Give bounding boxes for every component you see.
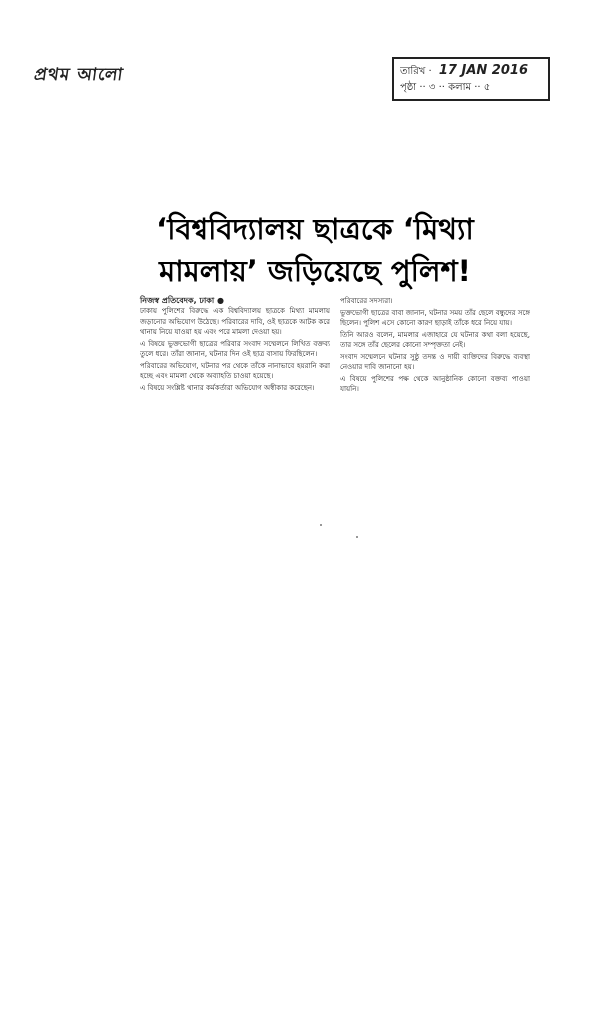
scan-speck: [320, 524, 322, 526]
right-paragraph: তিনি আরও বলেন, মামলার এজাহারে যে ঘটনার কথা বলা হয়েছে, তার সঙ্গে তাঁর ছেলের কোনো সম্পৃক্ততা নেই।: [340, 330, 530, 349]
left-paragraph: পরিবারের অভিযোগ, ঘটনার পর থেকে তাঁকে নানাভাবে হয়রানি করা হচ্ছে এবং মামলা থেকে অব্যাহতি চাওয়া হয়েছে।: [140, 361, 330, 380]
stamp-date-label: তারিখ: [400, 66, 426, 77]
headline-line-1: ‘বিশ্ববিদ্যালয় ছাত্রকে ‘মিথ্যা: [156, 212, 474, 246]
stamp-date-row: তারিখ · 17 JAN 2016: [400, 63, 528, 78]
newspaper-masthead: প্রথম আলো: [32, 65, 125, 85]
left-paragraph: এ বিষয়ে সংশ্লিষ্ট থানার কর্মকর্তারা অভিযোগ অস্বীকার করেছেন।: [140, 383, 315, 392]
left-paragraph: এ বিষয়ে ভুক্তভোগী ছাত্রের পরিবার সংবাদ সম্মেলনে লিখিত বক্তব্য তুলে ধরে। তাঁরা জানান, ঘটনার দিন ওই ছাত্র বাসায় ফিরছিলেন।: [140, 339, 330, 358]
right-paragraph: পরিবারের সদস্যরা।: [340, 297, 393, 305]
article-byline: নিজস্ব প্রতিবেদক, ঢাকা ●: [140, 296, 224, 305]
left-paragraph: ঢাকায় পুলিশের বিরুদ্ধে এক বিশ্ববিদ্যালয় ছাত্রকে মিথ্যা মামলায় জড়ানোর অভিযোগ উঠেছে। পরিবারের দাবি, ওই ছাত্রকে আটক করে থানায় নিয়ে যাওয়া হয় এবং পরে মামলা দেওয়া হয়।: [140, 307, 330, 336]
article-column-right: [340, 296, 530, 566]
stamp-page-row: পৃষ্ঠা ·· ৩ ·· কলাম ·· ৫: [400, 82, 491, 93]
article-headline: [145, 208, 485, 292]
scan-speck: [356, 536, 358, 538]
stamp-page-value: ৩: [428, 82, 436, 93]
right-paragraph: এ বিষয়ে পুলিশের পক্ষ থেকে আনুষ্ঠানিক কোনো বক্তব্য পাওয়া যায়নি।: [340, 374, 530, 393]
stamp-column-label: কলাম: [448, 82, 472, 93]
stamp-page-label: পৃষ্ঠা: [400, 82, 417, 93]
stamp-date-value: 17 JAN 2016: [438, 63, 528, 78]
stamp-column-value: ৫: [483, 82, 491, 93]
date-stamp-box: [392, 57, 550, 101]
right-paragraph: ভুক্তভোগী ছাত্রের বাবা জানান, ঘটনার সময় তাঁর ছেলে বন্ধুদের সঙ্গে ছিলেন। পুলিশ এসে কোনো কারণ ছাড়াই তাঁকে ধরে নিয়ে যায়।: [340, 308, 530, 327]
article-column-left: [140, 306, 330, 516]
right-paragraph: সংবাদ সম্মেলনে ঘটনার সুষ্ঠু তদন্ত ও দায়ী ব্যক্তিদের বিরুদ্ধে ব্যবস্থা নেওয়ার দাবি জানানো হয়।: [340, 352, 530, 371]
headline-line-2: মামলায়’ জড়িয়েছে পুলিশ!: [159, 254, 471, 288]
